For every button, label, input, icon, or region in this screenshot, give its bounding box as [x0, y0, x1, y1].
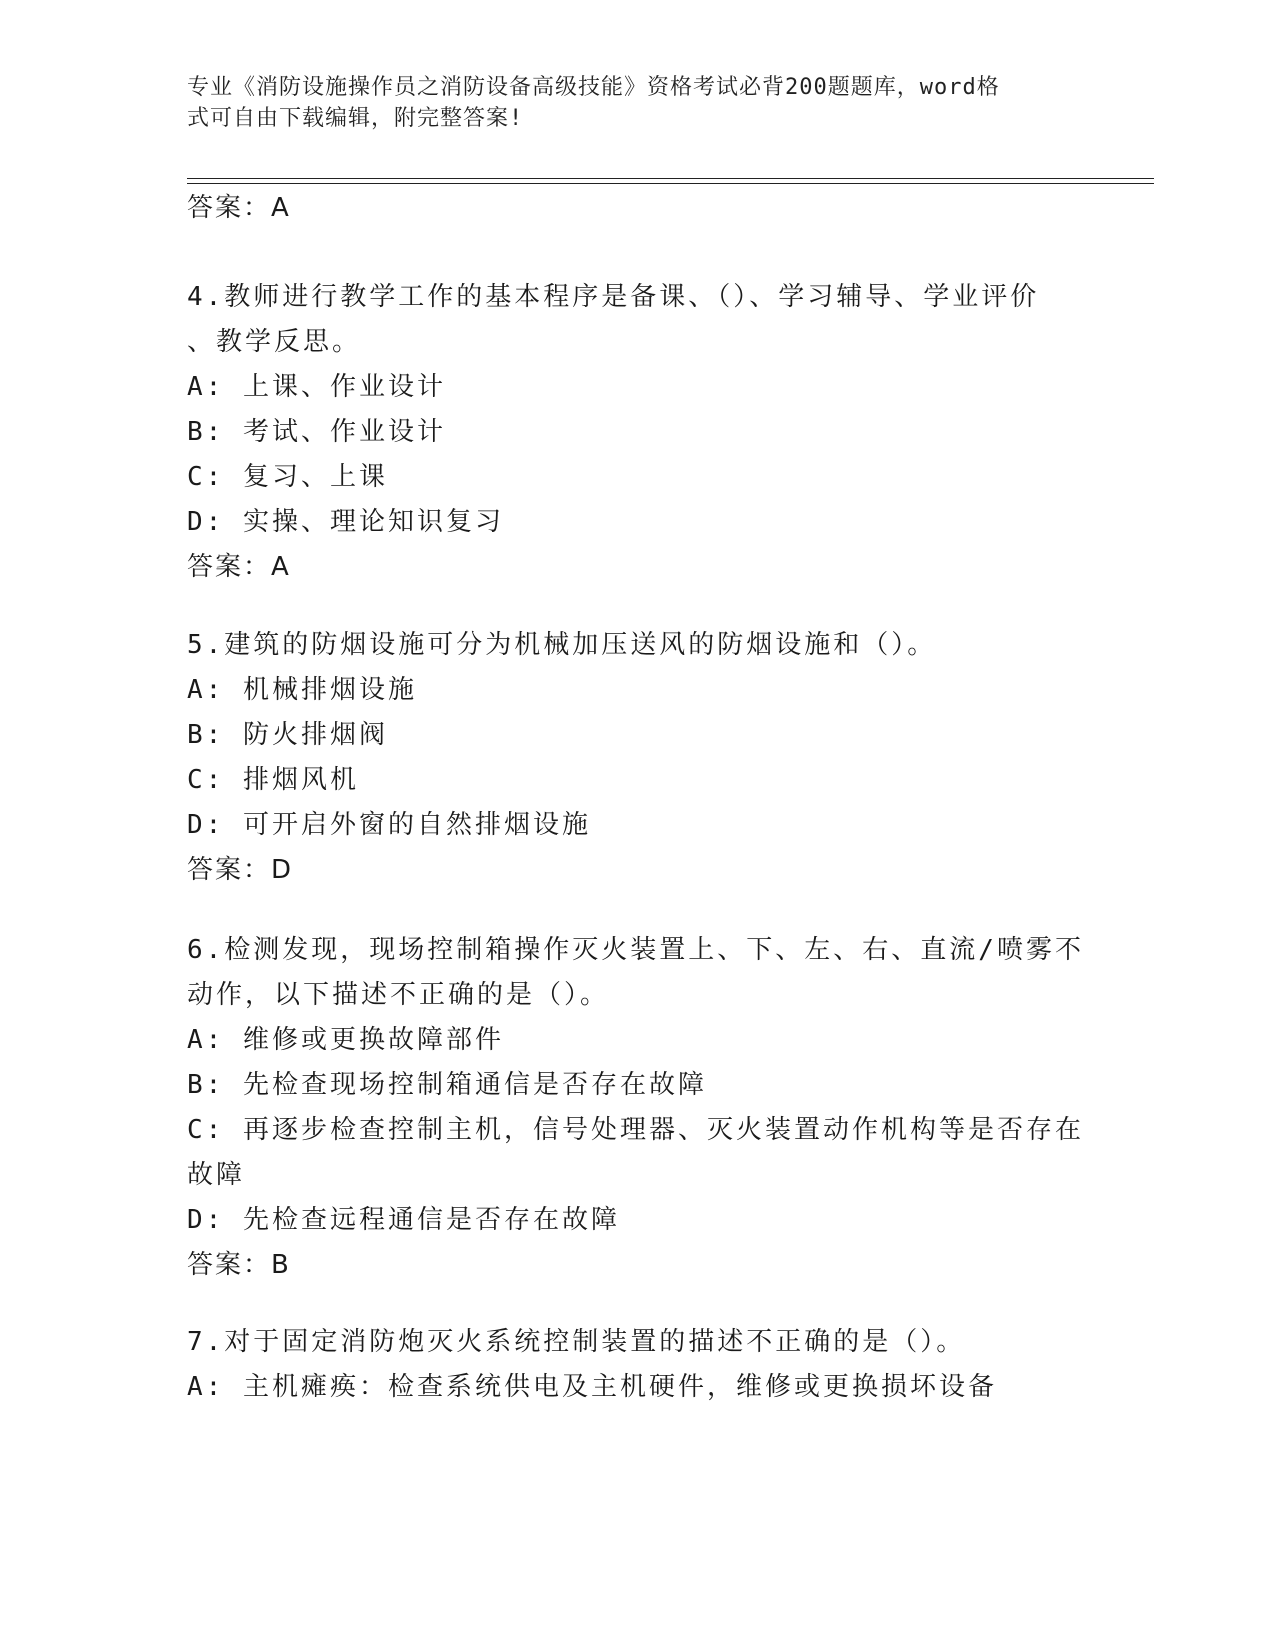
- question-stem-line: 动作，以下描述不正确的是（）。: [187, 980, 610, 1010]
- question-stem-line: 7.对于固定消防炮灭火系统控制装置的描述不正确的是（）。: [187, 1327, 966, 1357]
- answer-label: 答案：A: [187, 193, 291, 223]
- question-stem-line: 6.检测发现，现场控制箱操作灭火装置上、下、左、右、直流/喷雾不: [187, 935, 1084, 965]
- answer-label: 答案：B: [187, 1250, 291, 1280]
- option-d: D: 先检查远程通信是否存在故障: [187, 1205, 620, 1235]
- header-line-2: 式可自由下载编辑，附完整答案!: [187, 106, 524, 131]
- option-a: A: 主机瘫痪：检查系统供电及主机硬件，维修或更换损坏设备: [187, 1372, 997, 1402]
- header-divider-bottom: [187, 183, 1154, 184]
- option-c-continued: 故障: [187, 1160, 246, 1190]
- option-b: B: 先检查现场控制箱通信是否存在故障: [187, 1070, 707, 1100]
- option-c: C: 复习、上课: [187, 462, 388, 492]
- option-b: B: 防火排烟阀: [187, 720, 388, 750]
- answer-label: 答案：A: [187, 552, 291, 582]
- question-stem-line: 、教学反思。: [187, 327, 362, 357]
- header-divider-top: [187, 178, 1154, 179]
- answer-label: 答案：D: [187, 855, 294, 885]
- option-c: C: 排烟风机: [187, 765, 359, 795]
- option-a: A: 上课、作业设计: [187, 372, 446, 402]
- question-5: [187, 623, 1087, 893]
- question-4: [187, 275, 1087, 590]
- option-c: C: 再逐步检查控制主机，信号处理器、灭火装置动作机构等是否存在: [187, 1115, 1084, 1145]
- question-6: [187, 928, 1087, 1288]
- option-b: B: 考试、作业设计: [187, 417, 446, 447]
- question-stem-line: 5.建筑的防烟设施可分为机械加压送风的防烟设施和（）。: [187, 630, 937, 660]
- previous-answer-block: [187, 186, 1087, 231]
- option-d: D: 实操、理论知识复习: [187, 507, 504, 537]
- header-line-1: 专业《消防设施操作员之消防设备高级技能》资格考试必背200题题库，word格: [187, 75, 1000, 100]
- option-a: A: 机械排烟设施: [187, 675, 417, 705]
- option-a: A: 维修或更换故障部件: [187, 1025, 504, 1055]
- document-header: [187, 72, 1087, 134]
- question-stem-line: 4.教师进行教学工作的基本程序是备课、（）、学习辅导、学业评价: [187, 282, 1040, 312]
- question-7: [187, 1320, 1087, 1410]
- option-d: D: 可开启外窗的自然排烟设施: [187, 810, 591, 840]
